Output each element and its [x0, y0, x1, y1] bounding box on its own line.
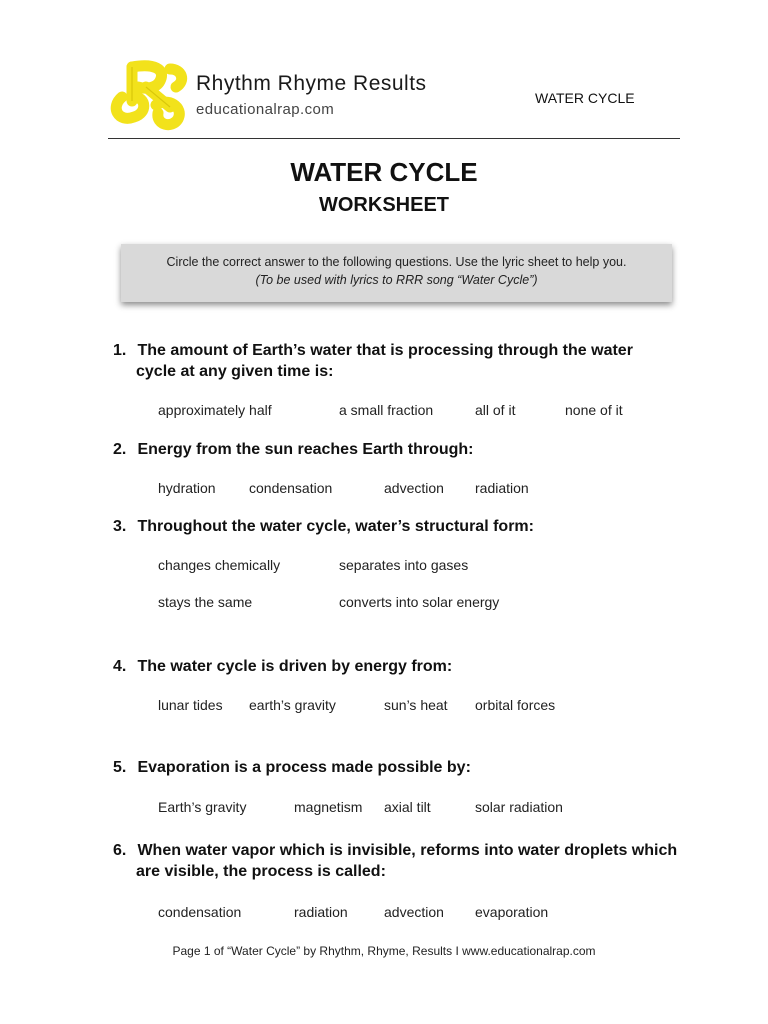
- question-text-continued: cycle at any given time is:: [136, 363, 334, 380]
- answer-option[interactable]: radiation: [475, 480, 529, 496]
- answer-option[interactable]: advection: [384, 480, 444, 496]
- instructions-text: Circle the correct answer to the following questions. Use the lyric sheet to help you.: [166, 255, 627, 269]
- answer-option[interactable]: all of it: [475, 402, 516, 418]
- answer-option[interactable]: separates into gases: [339, 557, 469, 573]
- question-2: [113, 439, 713, 460]
- answer-option[interactable]: approximately half: [158, 402, 272, 418]
- question-3: [113, 516, 713, 537]
- answer-option[interactable]: sun’s heat: [384, 697, 448, 713]
- answer-option[interactable]: axial tilt: [384, 799, 431, 815]
- question-text-continued: are visible, the process is called:: [136, 863, 386, 880]
- question-text: When water vapor which is invisible, reforms into water droplets which: [137, 842, 678, 859]
- question-text: Evaporation is a process made possible by:: [137, 759, 471, 776]
- question-1: [113, 340, 713, 382]
- page-footer: Page 1 of “Water Cycle” by Rhythm, Rhyme, Results I www.educationalrap.com: [172, 944, 596, 958]
- answer-option[interactable]: changes chemically: [158, 557, 281, 573]
- question-number: 4.: [113, 658, 127, 675]
- answer-option[interactable]: condensation: [158, 904, 242, 920]
- question-number: 5.: [113, 759, 127, 776]
- header-topic: WATER CYCLE: [535, 90, 635, 106]
- answer-option[interactable]: converts into solar energy: [339, 594, 500, 610]
- instructions-note: (To be used with lyrics to RRR song “Water Cycle”): [255, 273, 538, 287]
- question-4: [113, 656, 713, 677]
- question-number: 6.: [113, 842, 127, 859]
- answer-option[interactable]: stays the same: [158, 594, 253, 610]
- answer-option[interactable]: hydration: [158, 480, 216, 496]
- answer-option[interactable]: magnetism: [294, 799, 363, 815]
- page-subtitle: WORKSHEET: [319, 194, 449, 216]
- answer-option[interactable]: earth’s gravity: [249, 697, 336, 713]
- question-text: The water cycle is driven by energy from:: [137, 658, 453, 675]
- answer-option[interactable]: orbital forces: [475, 697, 556, 713]
- instructions-box: [121, 244, 672, 302]
- question-number: 3.: [113, 518, 127, 535]
- question-6: [113, 840, 713, 882]
- question-text: The amount of Earth’s water that is processing through the water: [137, 342, 633, 359]
- answer-option[interactable]: none of it: [565, 402, 623, 418]
- answer-option[interactable]: lunar tides: [158, 697, 223, 713]
- question-5: [113, 757, 713, 778]
- answer-option[interactable]: radiation: [294, 904, 348, 920]
- question-number: 1.: [113, 342, 127, 359]
- question-text: Energy from the sun reaches Earth through:: [137, 441, 474, 458]
- header-divider: [108, 138, 680, 139]
- page-title: WATER CYCLE: [290, 157, 478, 187]
- answer-option[interactable]: evaporation: [475, 904, 549, 920]
- answer-option[interactable]: Earth’s gravity: [158, 799, 247, 815]
- answer-option[interactable]: a small fraction: [339, 402, 434, 418]
- answer-option[interactable]: solar radiation: [475, 799, 563, 815]
- brand-url: educationalrap.com: [196, 101, 335, 118]
- answer-option[interactable]: advection: [384, 904, 444, 920]
- question-text: Throughout the water cycle, water’s structural form:: [137, 518, 534, 535]
- rhythm-rhyme-results-logo-icon: [108, 57, 192, 133]
- question-number: 2.: [113, 441, 127, 458]
- answer-option[interactable]: condensation: [249, 480, 333, 496]
- brand-name: Rhythm Rhyme Results: [196, 72, 427, 95]
